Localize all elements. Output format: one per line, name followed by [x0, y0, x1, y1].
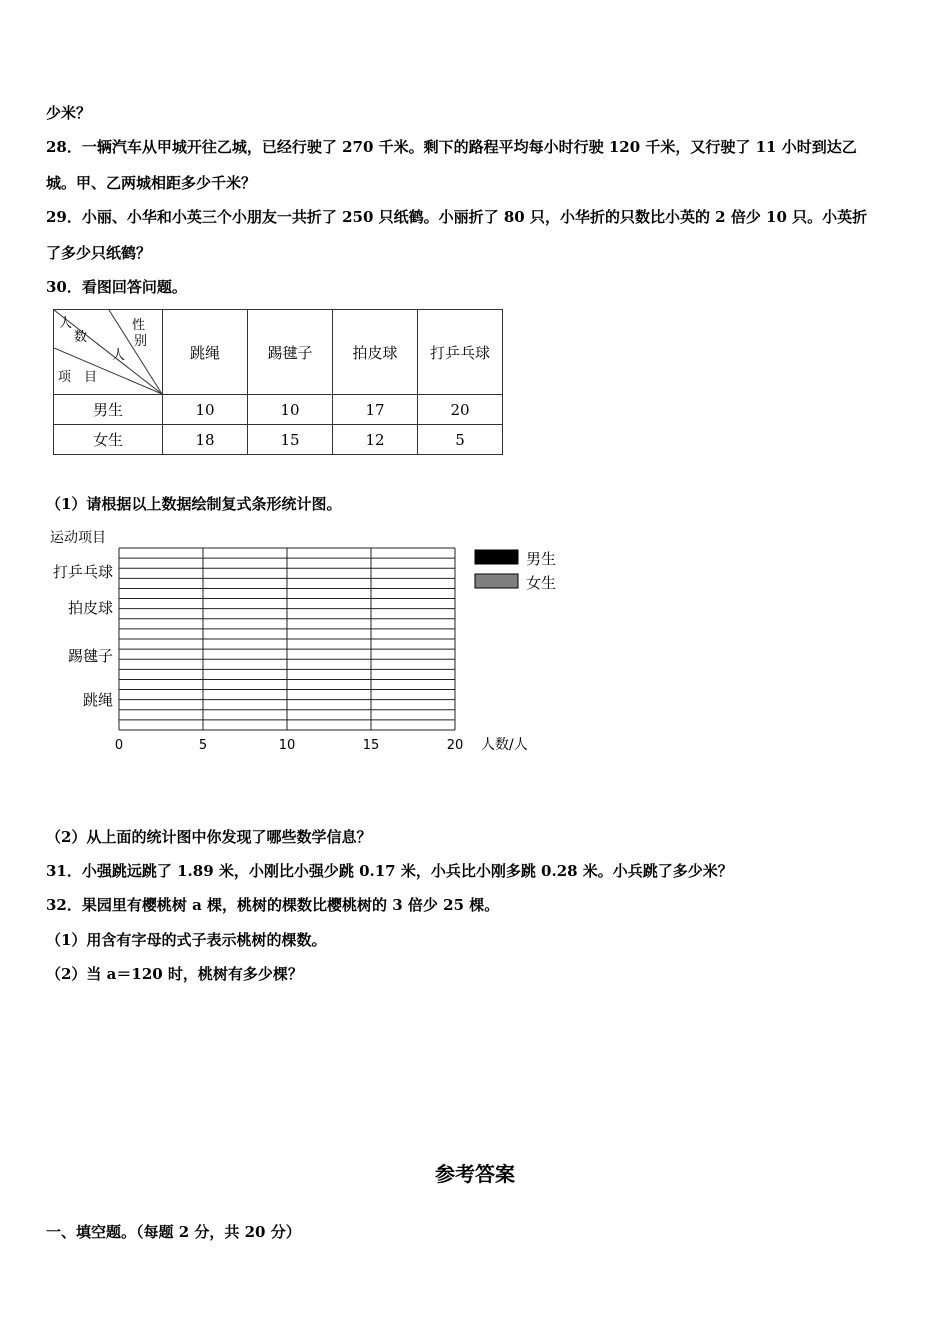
row-label-boys: 男生 [54, 395, 163, 425]
question-28-line-2: 城。甲、乙两城相距多少千米？ [46, 174, 257, 192]
question-30-part-1: （1）请根据以上数据绘制复式条形统计图。 [46, 495, 342, 513]
blank-bar-chart [40, 525, 560, 765]
cell-girls-1: 15 [248, 425, 333, 455]
category-label: 拍皮球 [67, 599, 113, 617]
legend-swatch [475, 550, 518, 564]
x-tick-label: 20 [446, 738, 464, 753]
category-label: 跳绳 [82, 691, 113, 709]
question-28-line-1: 28．一辆汽车从甲城开往乙城，已经行驶了 270 千米。剩下的路程平均每小时行驶 120 千米，又行驶了 11 小时到达乙 [46, 138, 857, 156]
x-tick-label: 0 [114, 738, 124, 753]
y-axis-label: 运动项目 [50, 530, 106, 546]
question-29-line-2: 了多少只纸鹤？ [46, 244, 152, 262]
x-tick-label: 15 [362, 738, 380, 753]
cell-boys-1: 10 [248, 395, 333, 425]
cell-girls-2: 12 [333, 425, 418, 455]
corner-xing: 性 [132, 318, 146, 333]
data-table [53, 309, 503, 455]
corner-ren-2: 人 [112, 348, 126, 363]
cell-boys-0: 10 [163, 395, 248, 425]
header-tiaosheng: 跳绳 [163, 310, 248, 395]
legend-swatch [475, 574, 518, 588]
header-tijianzi: 踢毽子 [248, 310, 333, 395]
corner-ren: 人 [59, 316, 73, 331]
cell-girls-0: 18 [163, 425, 248, 455]
corner-bie: 别 [134, 334, 148, 349]
corner-cell [54, 310, 163, 395]
row-label-girls: 女生 [54, 425, 163, 455]
corner-xiang: 项 [58, 370, 72, 385]
section-1-heading: 一、填空题。（每题 2 分，共 20 分） [46, 1223, 301, 1241]
question-32-part-1: （1）用含有字母的式子表示桃树的棵数。 [46, 931, 327, 949]
header-paipiqiu: 拍皮球 [333, 310, 418, 395]
question-30-title: 30．看图回答问题。 [46, 278, 187, 296]
answer-title: 参考答案 [435, 1162, 515, 1186]
question-32: 32．果园里有樱桃树 a 棵，桃树的棵数比樱桃树的 3 倍少 25 棵。 [46, 896, 500, 914]
legend-label: 男生 [526, 550, 557, 568]
header-pingpang: 打乒乓球 [418, 310, 503, 395]
question-30-part-2: （2）从上面的统计图中你发现了哪些数学信息？ [46, 828, 372, 846]
corner-mu: 目 [84, 370, 98, 385]
cell-girls-3: 5 [418, 425, 503, 455]
x-tick-label: 10 [278, 738, 296, 753]
cell-boys-3: 20 [418, 395, 503, 425]
legend-label: 女生 [526, 574, 557, 592]
text-line-1: 少米？ [46, 104, 92, 122]
category-label: 踢毽子 [67, 647, 113, 665]
corner-shu: 数 [74, 330, 88, 345]
question-31: 31．小强跳远跳了 1.89 米，小刚比小强少跳 0.17 米，小兵比小刚多跳 0.28 米。小兵跳了多少米？ [46, 862, 733, 880]
x-axis-label: 人数/人 [481, 737, 528, 753]
question-32-part-2: （2）当 a＝120 时，桃树有多少棵？ [46, 965, 303, 983]
cell-boys-2: 17 [333, 395, 418, 425]
question-29-line-1: 29．小丽、小华和小英三个小朋友一共折了 250 只纸鹤。小丽折了 80 只，小华折的只数比小英的 2 倍少 10 只。小英折 [46, 208, 868, 226]
x-tick-label: 5 [198, 738, 208, 753]
category-label: 打乒乓球 [52, 563, 113, 581]
